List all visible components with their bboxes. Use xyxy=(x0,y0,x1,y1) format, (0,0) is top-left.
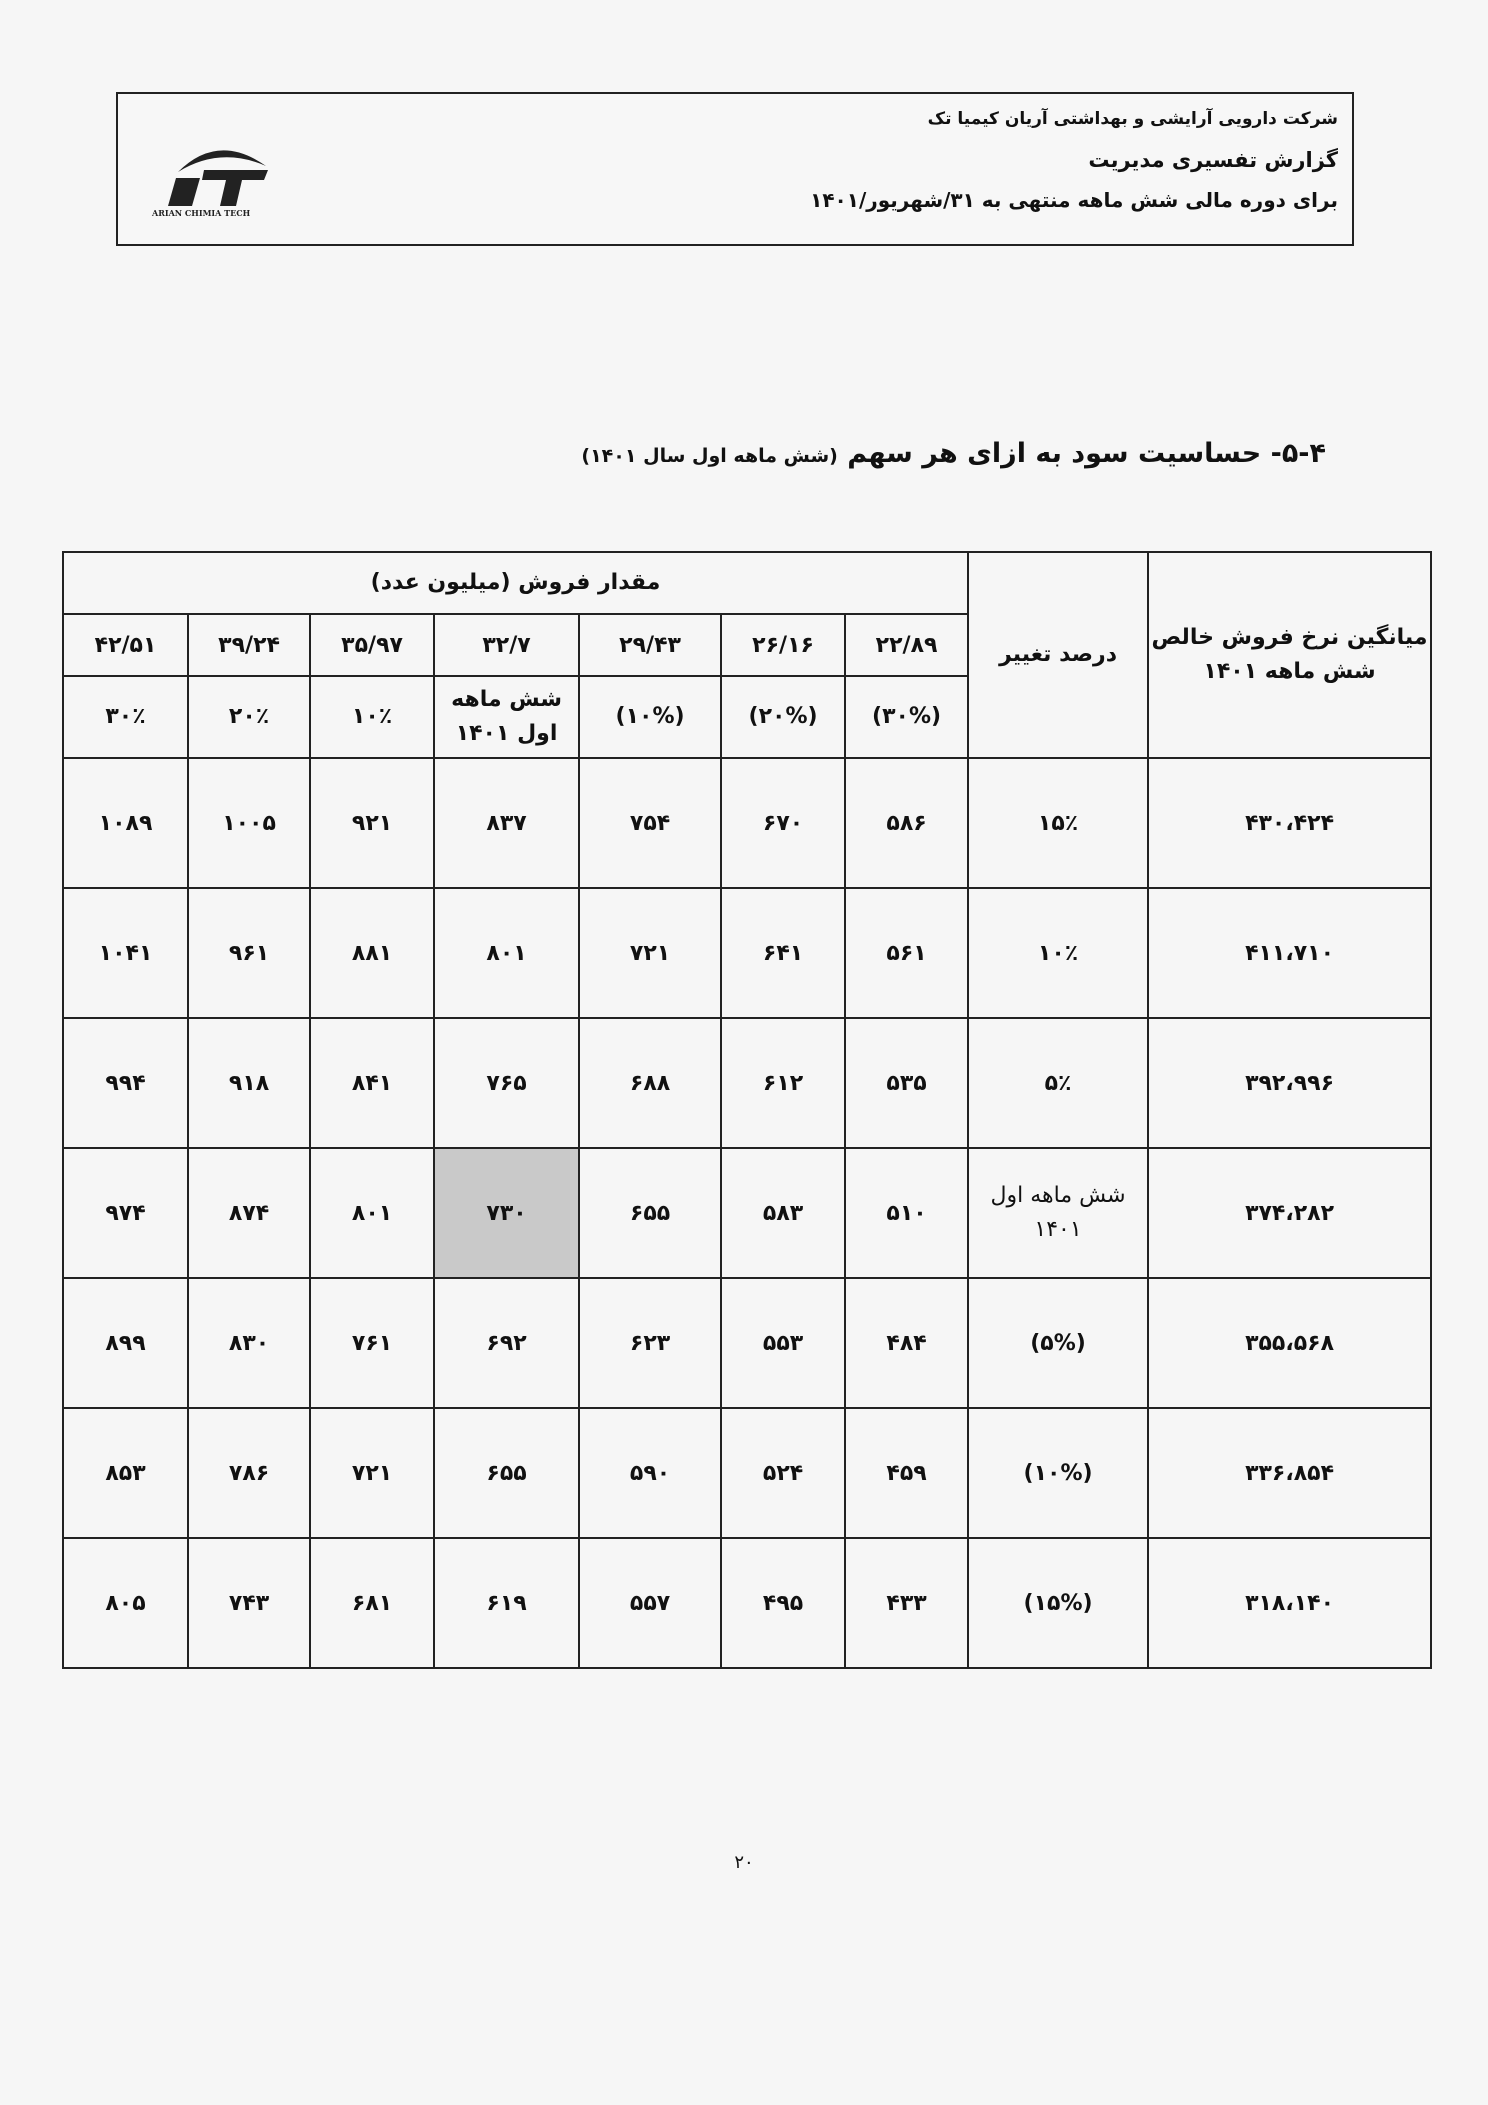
table-row xyxy=(63,758,1431,888)
row-change-percent: (۱۵%) xyxy=(968,1538,1148,1668)
eps-cell: ۶۹۲ xyxy=(434,1278,579,1408)
eps-cell: ۸۳۷ xyxy=(434,758,579,888)
row-change-percent: (۵%) xyxy=(968,1278,1148,1408)
table-header-row xyxy=(63,552,1431,614)
section-title-main: ۵-۴- حساسیت سود به ازای هر سهم xyxy=(847,438,1326,469)
eps-cell: ۶۵۵ xyxy=(579,1148,721,1278)
volume-change: (۱۰%) xyxy=(579,676,721,758)
volume-value: ۴۲/۵۱ xyxy=(63,614,188,676)
eps-cell: ۵۳۵ xyxy=(845,1018,968,1148)
table-row xyxy=(63,1408,1431,1538)
volume-value: ۳۹/۲۴ xyxy=(188,614,310,676)
eps-cell: ۷۸۶ xyxy=(188,1408,310,1538)
report-title: گزارش تفسیری مدیریت xyxy=(1088,148,1338,172)
eps-cell: ۵۶۱ xyxy=(845,888,968,1018)
company-name: شرکت دارویی آرایشی و بهداشتی آریان کیمیا تک xyxy=(927,109,1338,129)
company-logo xyxy=(148,132,278,222)
eps-cell: ۸۵۳ xyxy=(63,1408,188,1538)
eps-cell: ۸۷۴ xyxy=(188,1148,310,1278)
table-row xyxy=(63,888,1431,1018)
eps-cell: ۷۲۱ xyxy=(310,1408,434,1538)
row-net-rate: ۳۳۶،۸۵۴ xyxy=(1148,1408,1431,1538)
volume-change: ۳۰٪ xyxy=(63,676,188,758)
eps-cell: ۶۱۹ xyxy=(434,1538,579,1668)
volume-value: ۲۹/۴۳ xyxy=(579,614,721,676)
eps-cell: ۱۰۴۱ xyxy=(63,888,188,1018)
volume-value: ۳۲/۷ xyxy=(434,614,579,676)
eps-cell: ۱۰۰۵ xyxy=(188,758,310,888)
eps-cell: ۹۷۴ xyxy=(63,1148,188,1278)
volume-change: (۲۰%) xyxy=(721,676,845,758)
eps-cell: ۵۲۴ xyxy=(721,1408,845,1538)
eps-cell: ۶۸۸ xyxy=(579,1018,721,1148)
table-row xyxy=(63,1148,1431,1278)
eps-cell: ۹۲۱ xyxy=(310,758,434,888)
eps-cell: ۷۴۳ xyxy=(188,1538,310,1668)
eps-cell: ۸۸۱ xyxy=(310,888,434,1018)
eps-cell: ۶۷۰ xyxy=(721,758,845,888)
row-net-rate: ۳۵۵،۵۶۸ xyxy=(1148,1278,1431,1408)
eps-cell: ۷۶۵ xyxy=(434,1018,579,1148)
volume-change: شش ماهه اول ۱۴۰۱ xyxy=(434,676,579,758)
volume-change: (۳۰%) xyxy=(845,676,968,758)
eps-cell: ۵۱۰ xyxy=(845,1148,968,1278)
row-change-percent: ۵٪ xyxy=(968,1018,1148,1148)
eps-sensitivity-table xyxy=(62,551,1432,1669)
eps-cell: ۵۸۳ xyxy=(721,1148,845,1278)
volume-change: ۱۰٪ xyxy=(310,676,434,758)
row-net-rate: ۳۹۲،۹۹۶ xyxy=(1148,1018,1431,1148)
report-header xyxy=(116,92,1354,246)
row-change-percent: شش ماهه اول ۱۴۰۱ xyxy=(968,1148,1148,1278)
eps-cell: ۸۹۹ xyxy=(63,1278,188,1408)
eps-cell: ۸۳۰ xyxy=(188,1278,310,1408)
eps-cell: ۵۸۶ xyxy=(845,758,968,888)
section-title-sub: (شش ماهه اول سال ۱۴۰۱) xyxy=(581,445,838,467)
eps-cell: ۶۸۱ xyxy=(310,1538,434,1668)
header-net-rate: میانگین نرخ فروش خالص شش ماهه ۱۴۰۱ xyxy=(1148,552,1431,758)
volume-value: ۳۵/۹۷ xyxy=(310,614,434,676)
page-number: ۲۰ xyxy=(734,1852,754,1873)
eps-cell: ۵۵۷ xyxy=(579,1538,721,1668)
table-row xyxy=(63,1018,1431,1148)
eps-cell: ۴۸۴ xyxy=(845,1278,968,1408)
row-change-percent: (۱۰%) xyxy=(968,1408,1148,1538)
eps-cell: ۹۱۸ xyxy=(188,1018,310,1148)
row-net-rate: ۳۷۴،۲۸۲ xyxy=(1148,1148,1431,1278)
header-sales-volume: مقدار فروش (میلیون عدد) xyxy=(63,552,968,614)
row-change-percent: ۱۰٪ xyxy=(968,888,1148,1018)
eps-cell: ۷۲۱ xyxy=(579,888,721,1018)
volume-change: ۲۰٪ xyxy=(188,676,310,758)
eps-cell: ۹۹۴ xyxy=(63,1018,188,1148)
table-row xyxy=(63,1538,1431,1668)
eps-cell: ۴۹۵ xyxy=(721,1538,845,1668)
row-net-rate: ۴۳۰،۴۲۴ xyxy=(1148,758,1431,888)
eps-cell: ۸۰۱ xyxy=(310,1148,434,1278)
eps-cell: ۸۰۱ xyxy=(434,888,579,1018)
eps-cell: ۶۵۵ xyxy=(434,1408,579,1538)
volume-value: ۲۲/۸۹ xyxy=(845,614,968,676)
svg-text:ARIAN CHIMIA TECH: ARIAN CHIMIA TECH xyxy=(152,208,251,218)
base-eps-cell: ۷۳۰ xyxy=(434,1148,579,1278)
eps-cell: ۵۵۳ xyxy=(721,1278,845,1408)
volume-value: ۲۶/۱۶ xyxy=(721,614,845,676)
report-period: برای دوره مالی شش ماهه منتهی به ۳۱/شهریور/۱۴۰۱ xyxy=(810,188,1338,212)
section-title xyxy=(581,438,1326,469)
eps-cell: ۵۹۰ xyxy=(579,1408,721,1538)
row-net-rate: ۴۱۱،۷۱۰ xyxy=(1148,888,1431,1018)
eps-cell: ۶۲۳ xyxy=(579,1278,721,1408)
eps-cell: ۴۵۹ xyxy=(845,1408,968,1538)
row-change-percent: ۱۵٪ xyxy=(968,758,1148,888)
table-row xyxy=(63,1278,1431,1408)
eps-cell: ۱۰۸۹ xyxy=(63,758,188,888)
eps-cell: ۸۴۱ xyxy=(310,1018,434,1148)
header-text-block xyxy=(810,106,1338,220)
eps-cell: ۶۴۱ xyxy=(721,888,845,1018)
eps-cell: ۷۶۱ xyxy=(310,1278,434,1408)
row-net-rate: ۳۱۸،۱۴۰ xyxy=(1148,1538,1431,1668)
eps-cell: ۸۰۵ xyxy=(63,1538,188,1668)
eps-cell: ۶۱۲ xyxy=(721,1018,845,1148)
eps-cell: ۷۵۴ xyxy=(579,758,721,888)
eps-cell: ۹۶۱ xyxy=(188,888,310,1018)
header-change-percent: درصد تغییر xyxy=(968,552,1148,758)
eps-cell: ۴۳۳ xyxy=(845,1538,968,1668)
